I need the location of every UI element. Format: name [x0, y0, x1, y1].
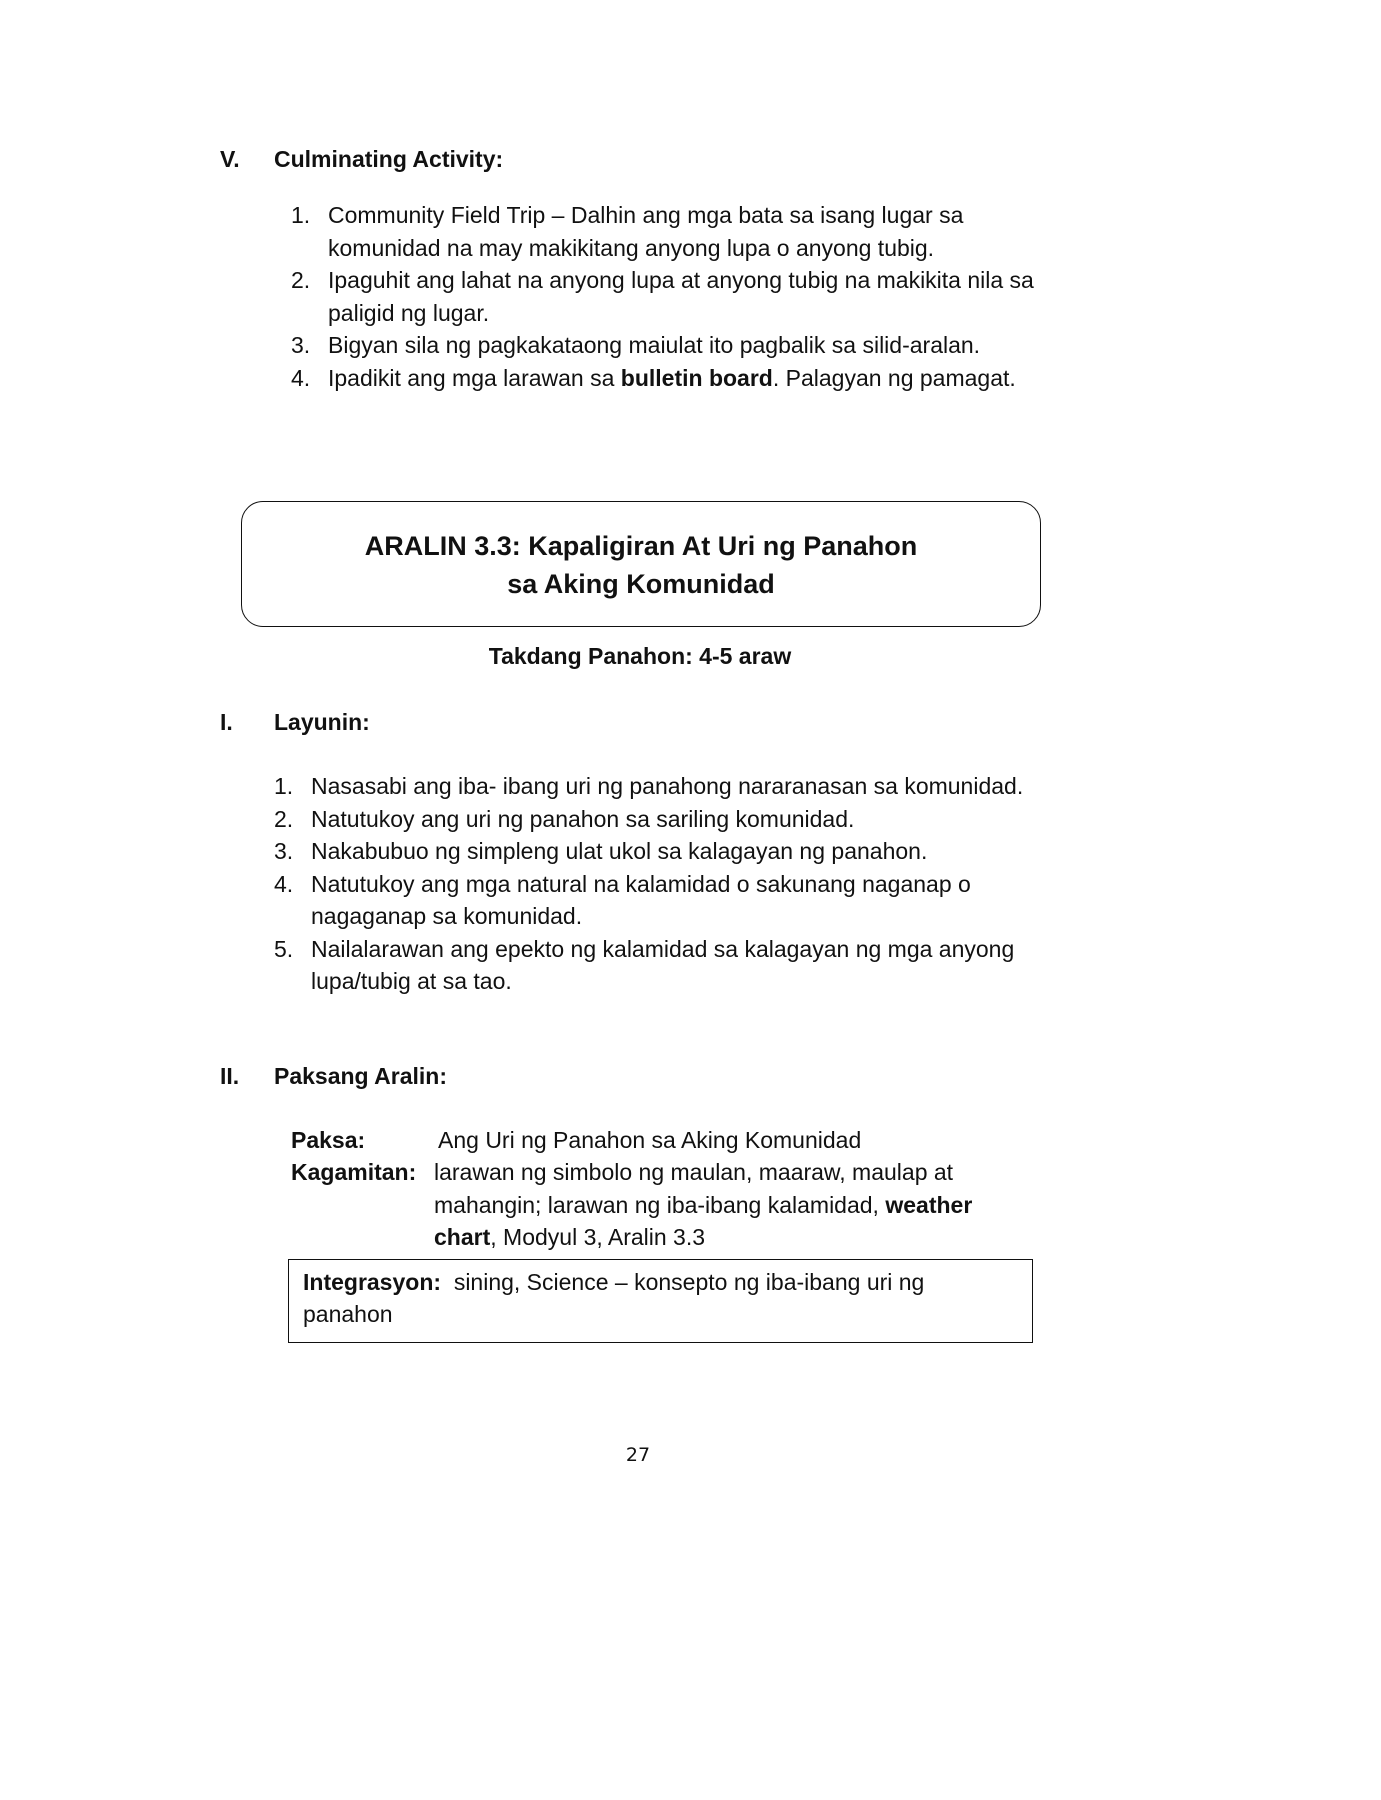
- list-number: 4.: [291, 364, 311, 391]
- list-text-bold: bulletin board: [620, 364, 773, 391]
- kagamitan-value: [434, 1156, 972, 1254]
- list-item: [291, 362, 1063, 395]
- kagamitan-label: Kagamitan:: [291, 1159, 417, 1185]
- section-v-numeral: V.: [220, 146, 240, 172]
- list-item: [274, 835, 1063, 868]
- paksa-label: Paksa:: [291, 1127, 366, 1153]
- list-item: [291, 329, 1063, 362]
- section-i-numeral: I.: [220, 709, 233, 735]
- kagamitan-bold: chart: [434, 1224, 491, 1250]
- list-number: 3.: [291, 332, 311, 358]
- list-text: Natutukoy ang mga natural na kalamidad o sakunang naganap o nagaganap sa komunidad.: [311, 870, 971, 929]
- kagamitan-row: [291, 1156, 416, 1189]
- list-text: Nasasabi ang iba- ibang uri ng panahong nararanasan sa komunidad.: [311, 773, 1024, 799]
- kagamitan-line: , Modyul 3, Aralin 3.3: [490, 1224, 706, 1250]
- paksa-row: [291, 1124, 365, 1157]
- culminating-activity-list: [291, 199, 1063, 394]
- integrasyon-label: Integrasyon:: [303, 1269, 442, 1295]
- duration-label: Takdang Panahon: 4-5 araw: [488, 643, 792, 669]
- list-number: 2.: [274, 805, 294, 832]
- integrasyon-text: sining, Science – konsepto ng iba-ibang uri ng: [453, 1269, 925, 1295]
- list-item: [274, 868, 1063, 933]
- lesson-title-box: [241, 501, 1041, 627]
- list-text: Bigyan sila ng pagkakataong maiulat ito pagbalik sa silid-aralan.: [328, 332, 981, 358]
- integrasyon-box: [288, 1259, 1033, 1343]
- section-v-heading: Culminating Activity:: [274, 146, 504, 172]
- list-text: Community Field Trip – Dalhin ang mga bata sa isang lugar sa komunidad na may makikitang anyong lupa o anyong tubig.: [328, 202, 964, 261]
- list-number: 5.: [274, 935, 294, 962]
- kagamitan-line: mahangin; larawan ng iba-ibang kalamidad,: [434, 1191, 886, 1218]
- kagamitan-line: larawan ng simbolo ng maulan, maaraw, maulap at: [434, 1159, 954, 1185]
- list-number: 3.: [274, 838, 294, 864]
- section-ii-heading: Paksang Aralin:: [274, 1063, 447, 1089]
- list-item: [291, 264, 1063, 329]
- objectives-list: [274, 770, 1063, 998]
- section-i-heading: Layunin:: [274, 709, 370, 735]
- paksa-value: Ang Uri ng Panahon sa Aking Komunidad: [438, 1127, 862, 1153]
- lesson-title-line1: ARALIN 3.3: Kapaligiran At Uri ng Panahon: [364, 531, 918, 561]
- list-number: 2.: [291, 267, 311, 293]
- page-number: 27: [625, 1444, 651, 1466]
- list-text: Natutukoy ang uri ng panahon sa sariling komunidad.: [311, 805, 855, 832]
- list-number: 4.: [274, 870, 294, 897]
- section-ii-numeral: II.: [220, 1063, 240, 1089]
- integrasyon-text: panahon: [303, 1301, 393, 1327]
- list-item: [291, 199, 1063, 264]
- list-text: Nailalarawan ang epekto ng kalamidad sa kalagayan ng mga anyong lupa/tubig at sa tao.: [311, 935, 1015, 994]
- list-item: [274, 770, 1063, 803]
- list-number: 1.: [274, 773, 294, 799]
- list-text: . Palagyan ng pamagat.: [772, 364, 1016, 391]
- list-number: 1.: [291, 202, 311, 228]
- list-text: Nakabubuo ng simpleng ulat ukol sa kalagayan ng panahon.: [311, 838, 928, 864]
- kagamitan-bold: weather: [885, 1191, 973, 1218]
- list-text: Ipadikit ang mga larawan sa: [328, 364, 621, 391]
- list-text: Ipaguhit ang lahat na anyong lupa at anyong tubig na makikita nila sa paligid ng lugar.: [328, 267, 1034, 326]
- list-item: [274, 933, 1063, 998]
- list-item: [274, 803, 1063, 836]
- lesson-title-line2: sa Aking Komunidad: [507, 569, 775, 599]
